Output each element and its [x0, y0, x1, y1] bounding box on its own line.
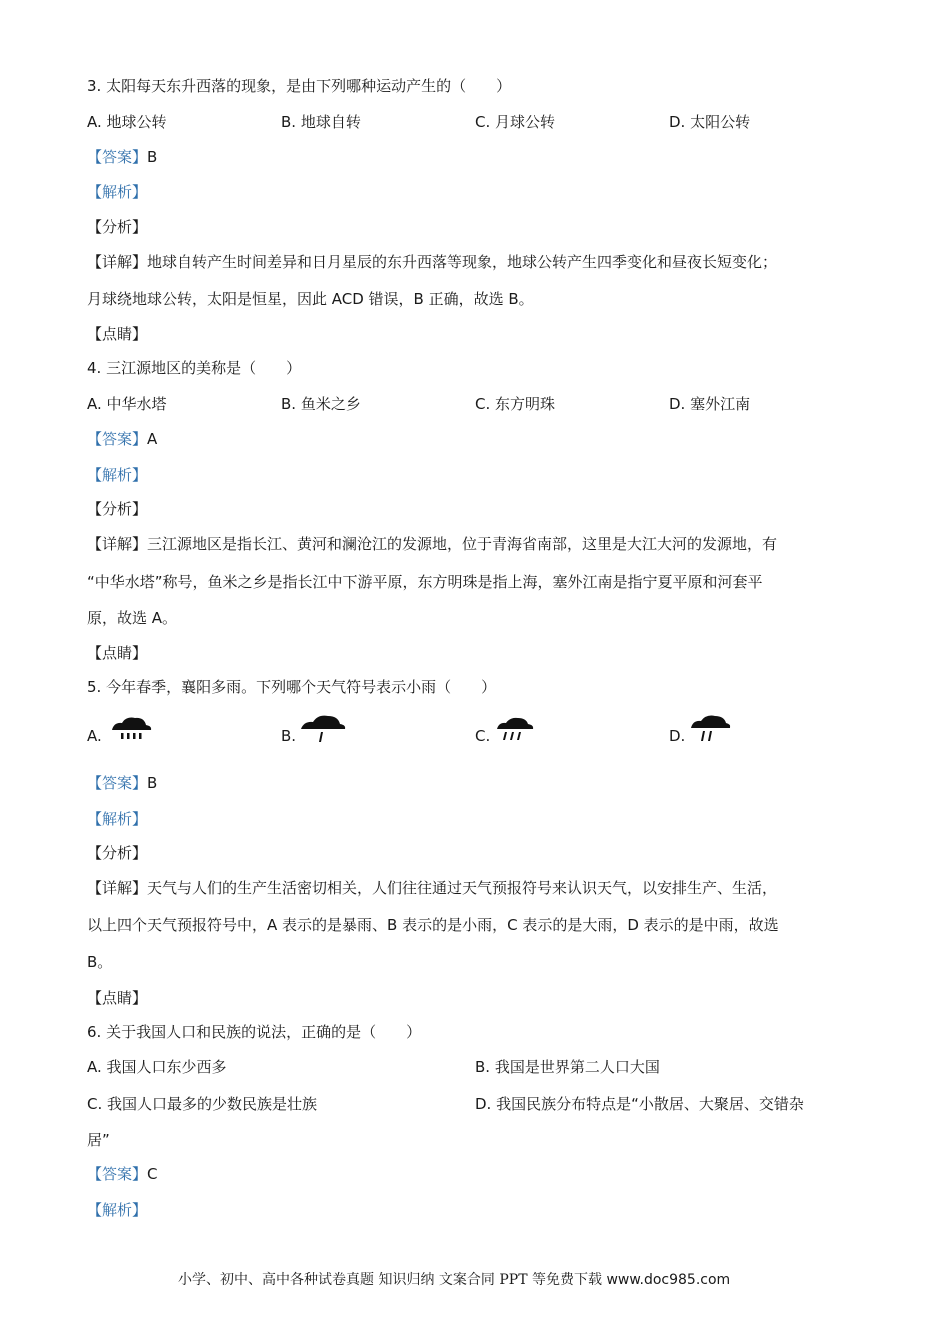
answer-value: B — [147, 148, 158, 166]
q5-option-c: C. — [475, 727, 491, 745]
q4-detail-line-1 — [87, 534, 777, 554]
q5-stem: 5. 今年春季，襄阳多雨。下列哪个天气符号表示小雨（ ） — [87, 678, 497, 696]
q3-option-b: B. 地球自转 — [281, 113, 361, 131]
q3-option-a: A. 地球公转 — [87, 113, 167, 131]
detail-tag: 【详解】 — [87, 253, 148, 271]
heavy-rain-icon — [494, 715, 536, 743]
answer-tag: 【答案】 — [87, 1165, 148, 1183]
q6-answer — [87, 1164, 158, 1184]
detail-text: 地球自转产生时间差异和日月星辰的东升西落等现象，地球公转产生四季变化和昼夜长短变化； — [147, 253, 778, 271]
answer-value: B — [147, 774, 158, 792]
q4-option-a: A. 中华水塔 — [87, 395, 167, 413]
q5-detail-line-2: 以上四个天气预报符号中，A 表示的是暴雨、B 表示的是小雨，C 表示的是大雨，D 表示的是中雨，故选 — [87, 916, 779, 934]
q3-answer — [87, 147, 157, 167]
q5-option-a: A. — [87, 727, 102, 745]
q4-fenxi-tag: 【分析】 — [87, 500, 148, 518]
storm-rain-icon — [108, 714, 154, 744]
q6-option-d-continued: 居” — [87, 1131, 110, 1149]
q5-option-d: D. — [669, 727, 686, 745]
q3-detail-line-2: 月球绕地球公转，太阳是恒星，因此 ACD 错误，B 正确，故选 B。 — [87, 290, 534, 308]
q5-answer — [87, 773, 157, 793]
page-footer — [178, 1269, 730, 1289]
answer-value: C — [147, 1165, 158, 1183]
detail-text: 天气与人们的生产生活密切相关，人们往往通过天气预报符号来认识天气，以安排生产、生活， — [147, 879, 778, 897]
q3-analysis-tag: 【解析】 — [87, 183, 148, 201]
answer-value: A — [147, 430, 158, 448]
q5-option-b: B. — [281, 727, 297, 745]
q4-detail-line-2: “中华水塔”称号，鱼米之乡是指长江中下游平原，东方明珠是指上海，塞外江南是指宁夏平原和河套平 — [87, 573, 763, 591]
q5-detail-line-1 — [87, 878, 777, 898]
footer-text: 小学、初中、高中各种试卷真题 知识归纳 文案合同 PPT 等免费下载 — [178, 1272, 602, 1288]
q5-detail-line-3: B。 — [87, 953, 113, 971]
q4-stem: 4. 三江源地区的美称是（ ） — [87, 359, 302, 377]
q3-stem: 3. 太阳每天东升西落的现象，是由下列哪种运动产生的（ ） — [87, 77, 512, 95]
q3-option-d: D. 太阳公转 — [669, 113, 751, 131]
q5-dianjing-tag: 【点睛】 — [87, 989, 148, 1007]
q6-option-b: B. 我国是世界第二人口大国 — [475, 1058, 660, 1076]
q3-dianjing-tag: 【点睛】 — [87, 325, 148, 343]
light-rain-icon — [299, 712, 347, 746]
q4-detail-line-3: 原，故选 A。 — [87, 609, 178, 627]
q4-dianjing-tag: 【点睛】 — [87, 644, 148, 662]
answer-tag: 【答案】 — [87, 430, 148, 448]
q4-option-b: B. 鱼米之乡 — [281, 395, 361, 413]
detail-tag: 【详解】 — [87, 535, 148, 553]
q6-option-d: D. 我国民族分布特点是“小散居、大聚居、交错杂 — [475, 1095, 804, 1113]
answer-tag: 【答案】 — [87, 148, 148, 166]
q5-analysis-tag: 【解析】 — [87, 810, 148, 828]
q6-option-a: A. 我国人口东少西多 — [87, 1058, 227, 1076]
q4-answer — [87, 429, 157, 449]
footer-url[interactable]: www.doc985.com — [606, 1272, 731, 1288]
q3-option-c: C. 月球公转 — [475, 113, 556, 131]
q4-analysis-tag: 【解析】 — [87, 466, 148, 484]
q4-option-c: C. 东方明珠 — [475, 395, 556, 413]
q3-fenxi-tag: 【分析】 — [87, 218, 148, 236]
q3-detail-line-1 — [87, 252, 777, 272]
detail-tag: 【详解】 — [87, 879, 148, 897]
answer-tag: 【答案】 — [87, 774, 148, 792]
moderate-rain-icon — [688, 712, 732, 746]
detail-text: 三江源地区是指长江、黄河和澜沧江的发源地，位于青海省南部，这里是大江大河的发源地，有 — [147, 535, 778, 553]
q6-analysis-tag: 【解析】 — [87, 1201, 148, 1219]
q4-option-d: D. 塞外江南 — [669, 395, 751, 413]
q5-fenxi-tag: 【分析】 — [87, 844, 148, 862]
q6-stem: 6. 关于我国人口和民族的说法，正确的是（ ） — [87, 1023, 422, 1041]
q6-option-c: C. 我国人口最多的少数民族是壮族 — [87, 1095, 318, 1113]
